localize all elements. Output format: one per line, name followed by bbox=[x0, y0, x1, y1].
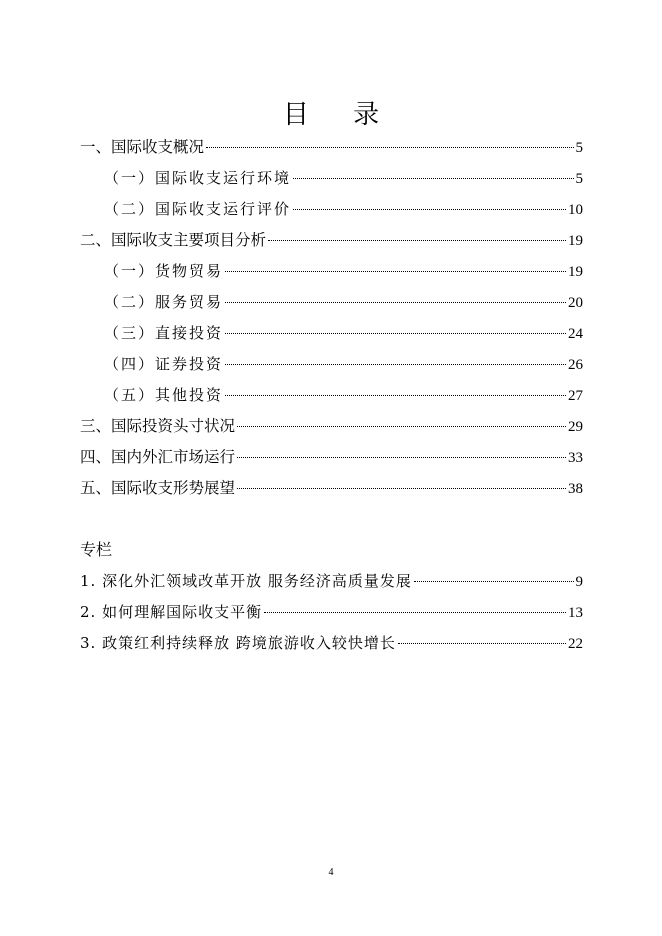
toc-entry-label: 四、国内外汇市场运行 bbox=[80, 448, 236, 466]
toc-entry-label: （二）服务贸易 bbox=[104, 293, 224, 311]
toc-entry-label: （三）直接投资 bbox=[104, 324, 224, 342]
dot-leader bbox=[293, 209, 566, 210]
dot-leader bbox=[206, 147, 573, 148]
toc-entry-label: （一）国际收支运行环境 bbox=[104, 169, 292, 187]
toc-entry[interactable] bbox=[80, 446, 583, 468]
column-entry-page: 9 bbox=[575, 574, 583, 590]
toc-entry-page: 26 bbox=[568, 357, 583, 373]
toc-entry-page: 5 bbox=[575, 171, 583, 187]
dot-leader bbox=[237, 488, 566, 489]
page-number: 4 bbox=[328, 867, 334, 878]
column-entry-label: 2. 如何理解国际收支平衡 bbox=[80, 603, 263, 621]
toc-entry-label: （五）其他投资 bbox=[104, 386, 224, 404]
toc-entry-page: 5 bbox=[575, 140, 583, 156]
toc-entry-label: 五、国际收支形势展望 bbox=[80, 479, 236, 497]
toc-entry-page: 24 bbox=[568, 326, 583, 342]
toc-entry-page: 19 bbox=[568, 264, 583, 280]
dot-leader bbox=[237, 426, 566, 427]
toc-entry-label: 三、国际投资头寸状况 bbox=[80, 417, 236, 435]
toc-entry[interactable] bbox=[80, 415, 583, 437]
column-entry-label: 3. 政策红利持续释放 跨境旅游收入较快增长 bbox=[80, 634, 396, 652]
dot-leader bbox=[398, 643, 566, 644]
dot-leader bbox=[225, 364, 566, 365]
dot-leader bbox=[237, 457, 566, 458]
dot-leader bbox=[225, 302, 566, 303]
column-entry-page: 13 bbox=[568, 605, 583, 621]
toc-entry-label: （四）证券投资 bbox=[104, 355, 224, 373]
dot-leader bbox=[414, 581, 574, 582]
toc-entry[interactable] bbox=[80, 384, 583, 406]
toc-entry-label: 二、国际收支主要项目分析 bbox=[80, 231, 267, 249]
toc-entry[interactable] bbox=[80, 229, 583, 251]
toc-entry[interactable] bbox=[80, 260, 583, 282]
toc-entry-page: 27 bbox=[568, 388, 583, 404]
toc-entry[interactable] bbox=[80, 477, 583, 499]
column-entry-label: 1. 深化外汇领域改革开放 服务经济高质量发展 bbox=[80, 572, 412, 590]
toc-entry-page: 19 bbox=[568, 233, 583, 249]
dot-leader bbox=[225, 395, 566, 396]
toc-entry-page: 20 bbox=[568, 295, 583, 311]
toc-entry-label: （一）货物贸易 bbox=[104, 262, 224, 280]
dot-leader bbox=[293, 178, 573, 179]
dot-leader bbox=[225, 271, 566, 272]
toc-entry[interactable] bbox=[80, 291, 583, 313]
toc-entry-label: 一、国际收支概况 bbox=[80, 138, 205, 156]
toc-entry-page: 38 bbox=[568, 481, 583, 497]
page-title: 目 录 bbox=[282, 100, 398, 130]
dot-leader bbox=[268, 240, 566, 241]
dot-leader bbox=[264, 612, 566, 613]
column-entry[interactable] bbox=[80, 632, 583, 654]
column-entry[interactable] bbox=[80, 601, 583, 623]
dot-leader bbox=[225, 333, 566, 334]
toc-entry[interactable] bbox=[80, 167, 583, 189]
column-entry-page: 22 bbox=[568, 636, 583, 652]
toc-entry[interactable] bbox=[80, 322, 583, 344]
toc-entry-page: 10 bbox=[568, 202, 583, 218]
toc-entry-page: 33 bbox=[568, 450, 583, 466]
toc-entry[interactable] bbox=[80, 353, 583, 375]
columns-heading: 专栏 bbox=[80, 540, 113, 559]
column-entry[interactable] bbox=[80, 570, 583, 592]
toc-entry-page: 29 bbox=[568, 419, 583, 435]
toc-entry[interactable] bbox=[80, 136, 583, 158]
toc-entry-label: （二）国际收支运行评价 bbox=[104, 200, 292, 218]
toc-entry[interactable] bbox=[80, 198, 583, 220]
